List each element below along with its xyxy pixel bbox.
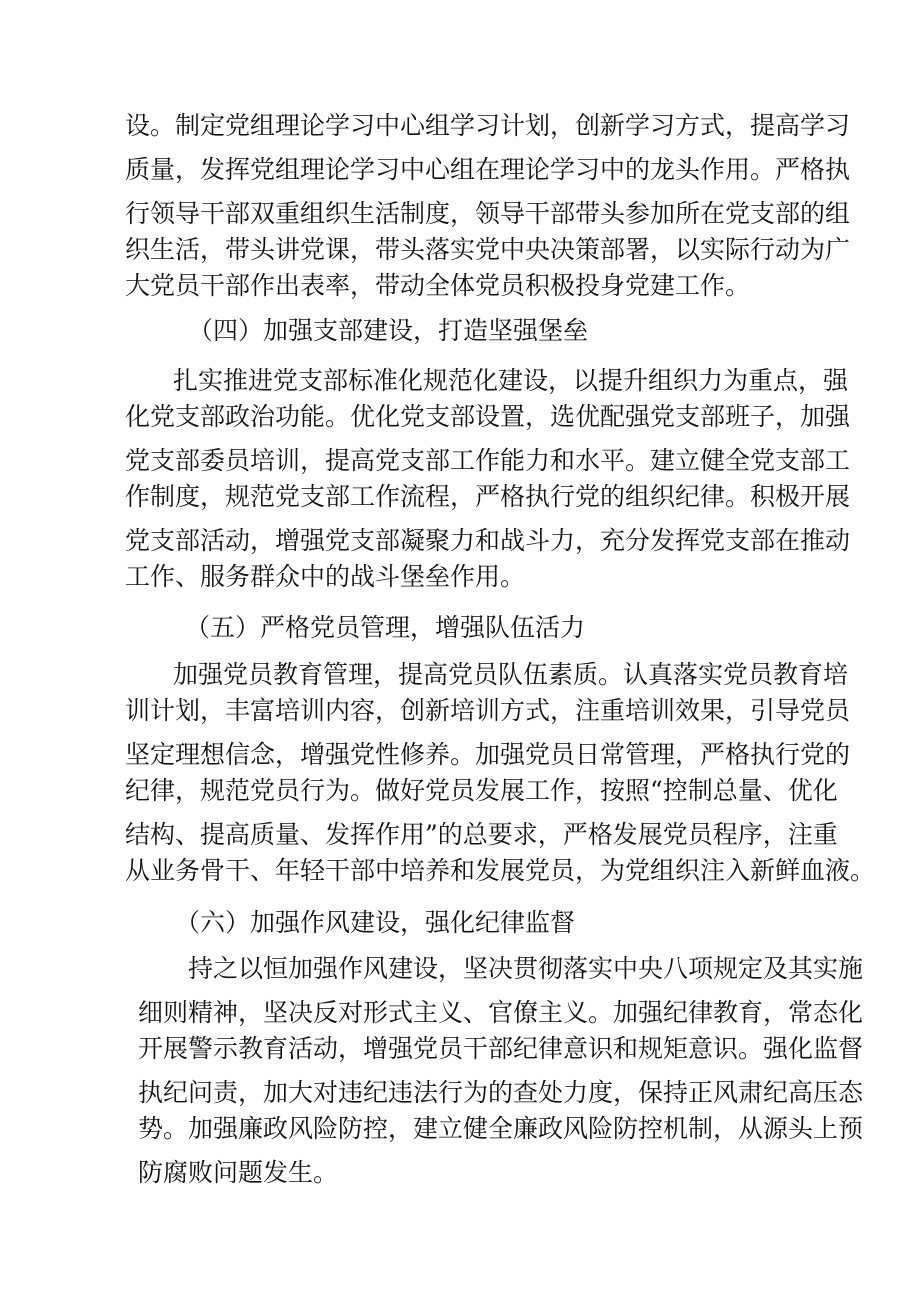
section-heading-4: （四）加强支部建设，打造坚强堡垒 <box>188 316 589 345</box>
text-line: 工作、服务群众中的战斗堡垒作用。 <box>125 562 526 591</box>
section-heading-6: （六）加强作风建设，强化纪律监督 <box>175 908 576 937</box>
text-line: 持之以恒加强作风建设，坚决贯彻落实中央八项规定及其实施 <box>188 954 864 983</box>
text-line: 从业务骨干、年轻干部中培养和发展党员，为党组织注入新鲜血液。 <box>125 856 876 885</box>
text-line: 结构、提高质量、发挥作用”的总要求，严格发展党员程序，注重 <box>125 820 838 849</box>
text-line: 防腐败问题发生。 <box>138 1158 339 1187</box>
text-line: 化党支部政治功能。优化党支部设置，选优配强党支部班子，加强 <box>125 402 851 431</box>
text-line: 开展警示教育活动，增强党员干部纪律意识和规矩意识。强化监督 <box>138 1034 864 1063</box>
text-line: 坚定理想信念，增强党性修养。加强党员日常管理，严格执行党的 <box>125 740 851 769</box>
text-line: 设。制定党组理论学习中心组学习计划，创新学习方式，提高学习 <box>125 111 851 140</box>
text-line: 执纪问责，加大对违纪违法行为的查处力度，保持正风肃纪高压态 <box>138 1078 864 1107</box>
text-line: 党支部委员培训，提高党支部工作能力和水平。建立健全党支部工 <box>125 446 851 475</box>
text-line: 势。加强廉政风险防控，建立健全廉政风险防控机制，从源头上预 <box>138 1114 864 1143</box>
text-line: 党支部活动，增强党支部凝聚力和战斗力，充分发挥党支部在推动 <box>125 526 851 555</box>
text-line: 扎实推进党支部标准化规范化建设，以提升组织力为重点，强 <box>173 366 849 395</box>
text-line: 质量，发挥党组理论学习中心组在理论学习中的龙头作用。严格执 <box>125 155 851 184</box>
text-line: 细则精神，坚决反对形式主义、官僚主义。加强纪律教育，常态化 <box>138 998 864 1027</box>
text-line: 织生活，带头讲党课，带头落实党中央决策部署，以实际行动为广 <box>125 235 851 264</box>
text-line: 行领导干部双重组织生活制度，领导干部带头参加所在党支部的组 <box>125 199 851 228</box>
text-line: 加强党员教育管理，提高党员队伍素质。认真落实党员教育培 <box>173 660 849 689</box>
section-heading-5: （五）严格党员管理，增强队伍活力 <box>185 613 586 642</box>
text-line: 训计划，丰富培训内容，创新培训方式，注重培训效果，引导党员 <box>125 696 851 725</box>
text-line: 作制度，规范党支部工作流程，严格执行党的组织纪律。积极开展 <box>125 482 851 511</box>
text-line: 大党员干部作出表率，带动全体党员积极投身党建工作。 <box>125 271 751 300</box>
text-line: 纪律，规范党员行为。做好党员发展工作，按照“控制总量、优化 <box>125 776 838 805</box>
